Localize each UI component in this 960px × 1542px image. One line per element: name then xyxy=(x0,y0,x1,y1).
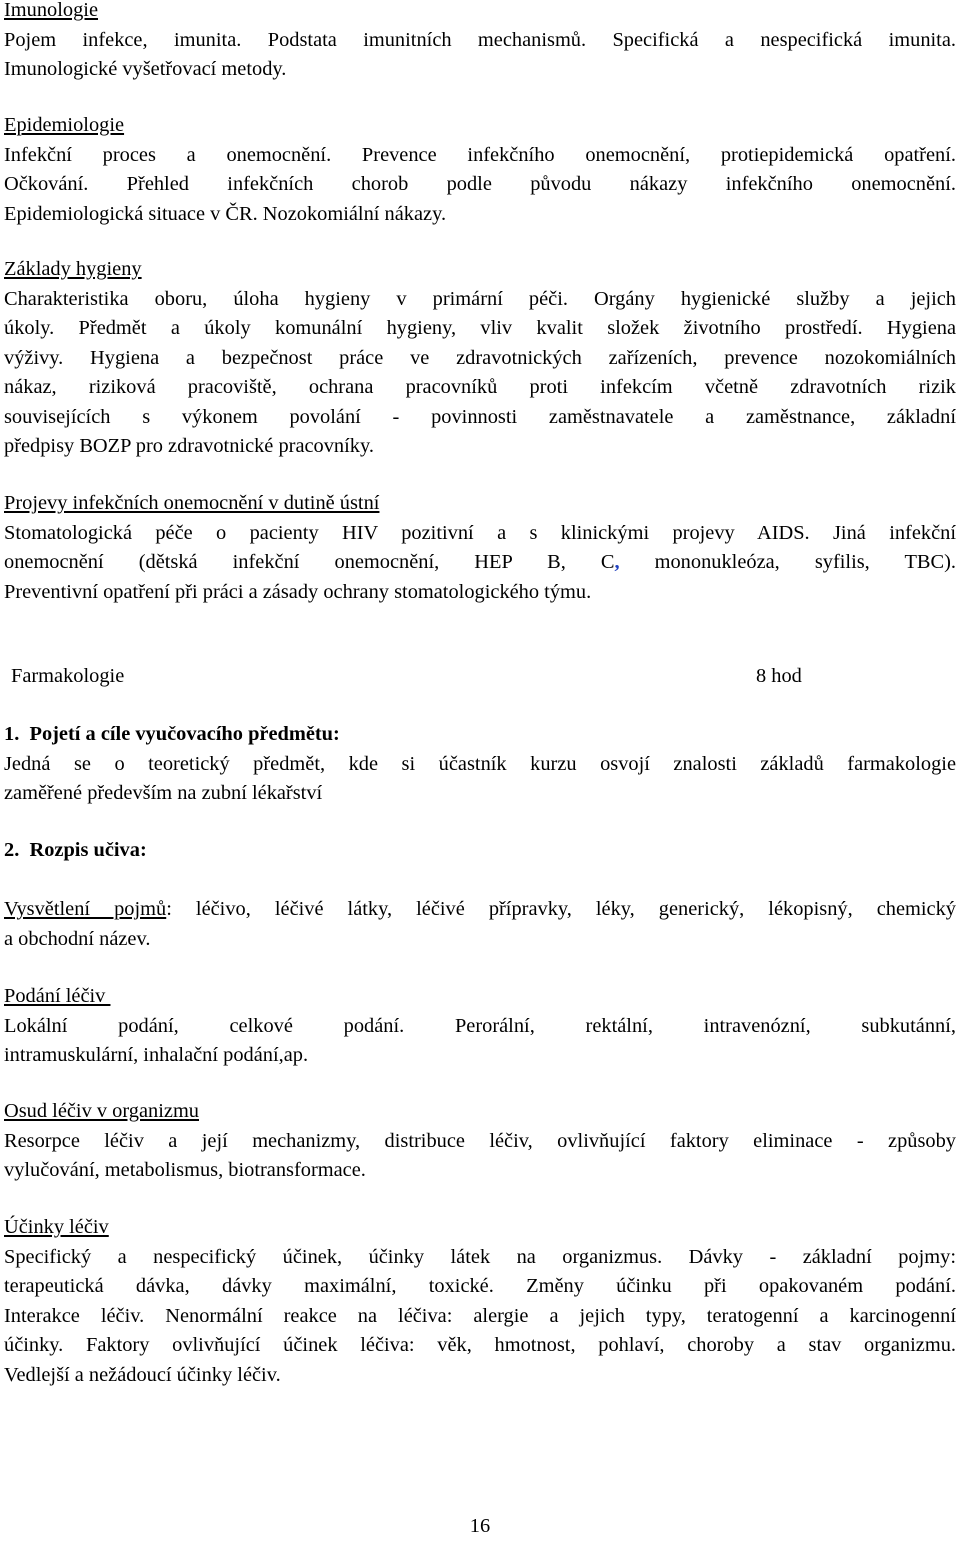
farmakologie-title-row xyxy=(11,662,911,692)
epidemiologie-line-2: Očkování. Přehled infekčních chorob podle původu nákazy infekčního onemocnění. xyxy=(4,173,956,195)
projevy-line-3: Preventivní opatření při práci a zásady ochrany stomatologického týmu. xyxy=(4,580,592,603)
hygiena-line-5: souvisejících s výkonem povolání - povinnosti zaměstnavatele a zaměstnance, základní xyxy=(4,405,956,428)
section-rozpis xyxy=(4,836,956,866)
page-number: 16 xyxy=(469,1515,491,1537)
pojeti-line-1: Jedná se o teoretický předmět, kde si účastník kurzu osvojí znalosti základů farmakologie xyxy=(4,752,956,775)
epidemiologie-line-3: Epidemiologická situace v ČR. Nozokomiální nákazy. xyxy=(4,202,447,225)
podani-line-2: intramuskulární, inhalační podání,ap. xyxy=(4,1044,309,1066)
imunologie-line-2: Imunologické vyšetřovací metody. xyxy=(4,58,287,80)
section-podani xyxy=(4,982,956,1071)
vysvetleni-term: Vysvětlení pojmů xyxy=(4,898,167,920)
hygiena-line-4: nákaz, riziková pracoviště, ochrana pracovníků proti infekcím včetně zdravotních rizik xyxy=(4,376,956,398)
projevy-line-1: Stomatologická péče o pacienty HIV pozitivní a s klinickými projevy AIDS. Jiná infekční xyxy=(4,521,956,544)
hygiena-heading: Základy hygieny xyxy=(4,258,142,280)
section-pojeti xyxy=(4,720,956,809)
pojeti-line-2: zaměřené především na zubní lékařství xyxy=(4,782,323,804)
ucinky-line-4: účinky. Faktory ovlivňující účinek léčiva: věk, hmotnost, pohlaví, choroby a stav organizmu. xyxy=(4,1334,956,1356)
vysvetleni-line-1 xyxy=(4,895,956,925)
projevy-heading: Projevy infekčních onemocnění v dutině ústní xyxy=(4,492,380,514)
osud-line-1: Resorpce léčiv a její mechanizmy, distribuce léčiv, ovlivňující faktory eliminace - způsoby xyxy=(4,1129,956,1152)
section-vysvetleni xyxy=(4,895,956,954)
section-hygiena xyxy=(4,255,956,462)
ucinky-line-1: Specifický a nespecifický účinek, účinky látek na organizmus. Dávky - základní pojmy: xyxy=(4,1245,956,1268)
imunologie-line-1: Pojem infekce, imunita. Podstata imunitních mechanismů. Specifická a nespecifická imunita. xyxy=(4,28,956,51)
section-osud xyxy=(4,1097,956,1186)
projevy-blue-comma: , xyxy=(614,551,620,573)
vysvetleni-line-1-rest: : léčivo, léčivé látky, léčivé přípravky, léky, generický, lékopisný, chemický xyxy=(166,898,956,920)
hygiena-line-3: výživy. Hygiena a bezpečnost práce ve zdravotnických zařízeních, prevence nozokomiálních xyxy=(4,346,956,369)
epidemiologie-line-1: Infekční proces a onemocnění. Prevence infekčního onemocnění, protiepidemická opatření. xyxy=(4,143,956,166)
hygiena-line-2: úkoly. Předmět a úkoly komunální hygieny, vliv kvalit složek životního prostředí. Hygiena xyxy=(4,317,956,339)
projevy-line-2-end: mononukleóza, syfilis, TBC). xyxy=(619,551,956,573)
ucinky-line-5: Vedlejší a nežádoucí účinky léčiv. xyxy=(4,1363,281,1386)
osud-line-2: vylučování, metabolismus, biotransformace. xyxy=(4,1159,366,1181)
epidemiologie-heading: Epidemiologie xyxy=(4,114,125,136)
hygiena-line-6: předpisy BOZP pro zdravotnické pracovníky. xyxy=(4,435,374,457)
ucinky-line-2: terapeutická dávka, dávky maximální, toxické. Změny účinku při opakovaném podání. xyxy=(4,1275,956,1297)
projevy-line-2-start: onemocnění (dětská infekční onemocnění, HEP B, C xyxy=(4,551,615,573)
projevy-line-2 xyxy=(4,548,956,578)
pojeti-heading: 1. Pojetí a cíle vyučovacího předmětu: xyxy=(4,723,340,745)
podani-line-1: Lokální podání, celkové podání. Perorální, rektální, intravenózní, subkutánní, xyxy=(4,1014,956,1037)
farmakologie-title: Farmakologie xyxy=(11,665,125,687)
podani-heading: Podání léčiv xyxy=(4,985,111,1007)
hygiena-line-1: Charakteristika oboru, úloha hygieny v primární péči. Orgány hygienické služby a jejich xyxy=(4,287,956,310)
section-ucinky xyxy=(4,1213,956,1390)
rozpis-heading: 2. Rozpis učiva: xyxy=(4,839,147,861)
ucinky-line-3: Interakce léčiv. Nenormální reakce na léčiva: alergie a jejich typy, teratogenní a karcinogenní xyxy=(4,1304,956,1327)
osud-heading: Osud léčiv v organizmu xyxy=(4,1100,199,1122)
vysvetleni-line-2: a obchodní název. xyxy=(4,927,151,950)
section-projevy xyxy=(4,489,956,607)
ucinky-heading: Účinky léčiv xyxy=(4,1216,109,1238)
section-imunologie xyxy=(4,0,956,85)
section-epidemiologie xyxy=(4,111,956,229)
farmakologie-hours: 8 hod xyxy=(756,665,802,687)
imunologie-heading: Imunologie xyxy=(4,0,99,21)
